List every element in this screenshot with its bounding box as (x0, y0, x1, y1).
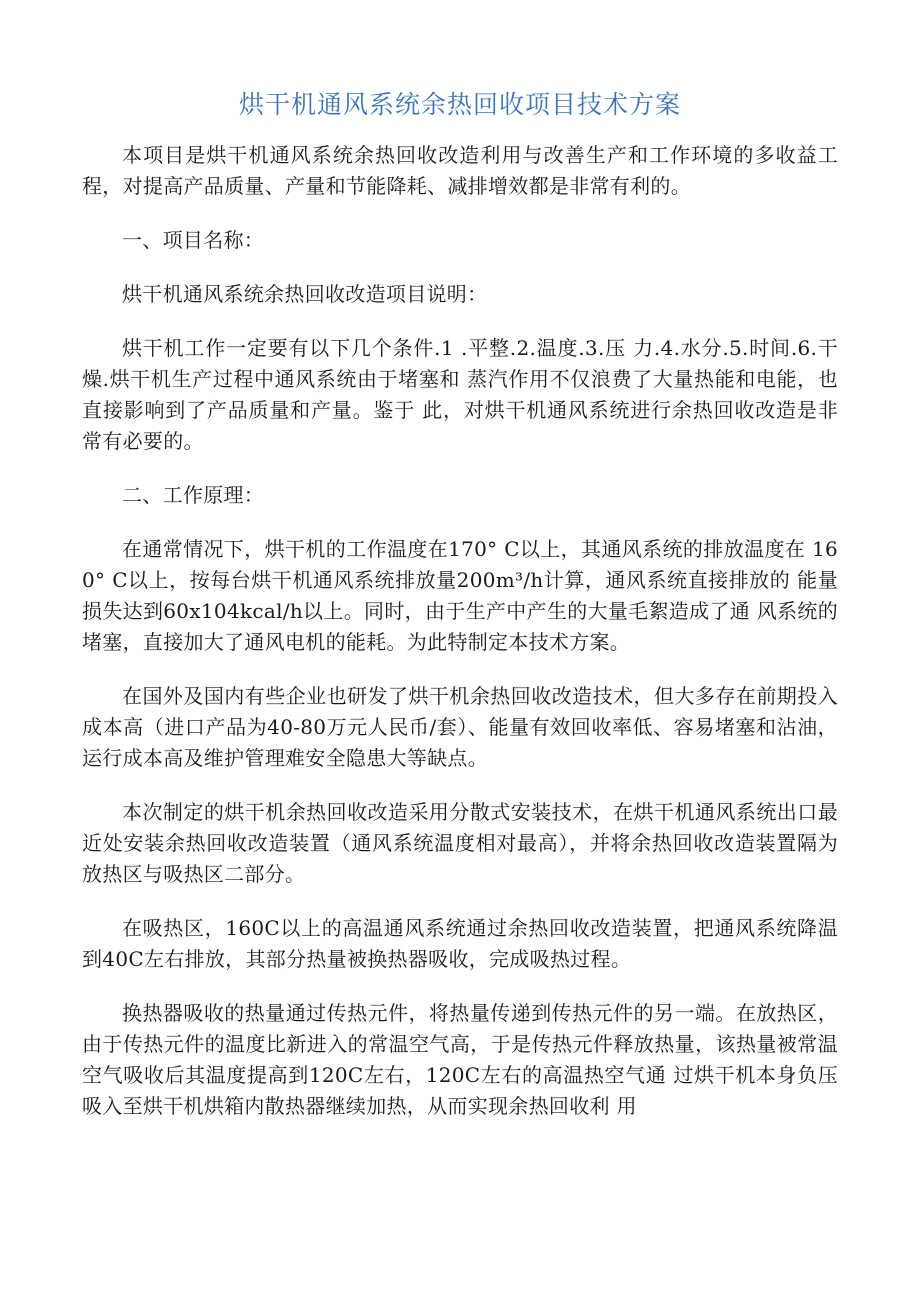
paragraph-installation-method: 本次制定的烘干机余热回收改造采用分散式安装技术，在烘干机通风系统出口最近处安装余热回收改造装置（通风系统温度相对最高），并将余热回收改造装置隔为放热区与吸热区二部分。 (82, 800, 838, 886)
paragraph-heat-absorption-zone: 在吸热区，160C以上的高温通风系统通过余热回收改造装置，把通风系统降温到40C左右排放，其部分热量被换热器吸收，完成吸热过程。 (82, 916, 838, 971)
paragraph-intro: 本项目是烘干机通风系统余热回收改造利用与改善生产和工作环境的多收益工程，对提高产品质量、产量和节能降耗、减排增效都是非常有利的。 (82, 143, 838, 198)
paragraph-temperature-loss: 在通常情况下，烘干机的工作温度在170° C以上，其通风系统的排放温度在 160° C以上，按每台烘干机通风系统排放量200m³/h计算，通风系统直接排放的 能量损失达到60x104kcal/h以上。同时，由于生产中产生的大量毛絮造成了通 风系统的堵塞，直接加大了通风电机的能耗。为此特制定本技术方案。 (82, 537, 838, 654)
document-title: 烘干机通风系统余热回收项目技术方案 (238, 90, 681, 119)
paragraph-heat-release-zone: 换热器吸收的热量通过传热元件，将热量传递到传热元件的另一端。在放热区，由于传热元件的温度比新进入的常温空气高，于是传热元件释放热量，该热量被常温空气吸收后其温度提高到120C左右，120C左右的高温热空气通 过烘干机本身负压吸入至烘干机烘箱内散热器继续加热，从而实现余热回收利 用 (82, 1001, 838, 1118)
paragraph-dryer-conditions: 烘干机工作一定要有以下几个条件.1 .平整.2.温度.3.压 力.4.水分.5.时间.6.干燥.烘干机生产过程中通风系统由于堵塞和 蒸汽作用不仅浪费了大量热能和电能，也直接影响到了产品质量和产量。鉴于 此，对烘干机通风系统进行余热回收改造是非常有必要的。 (82, 336, 838, 453)
heading-project-name: 一、项目名称： (122, 228, 265, 252)
paragraph-project-description-label: 烘干机通风系统余热回收改造项目说明： (122, 282, 488, 306)
paragraph-existing-technology: 在国外及国内有些企业也研发了烘干机余热回收改造技术，但大多存在前期投入成本高（进口产品为40-80万元人民币/套）、能量有效回收率低、容易堵塞和沾油，运行成本高及维护管理难安全隐患大等缺点。 (82, 684, 838, 770)
heading-working-principle: 二、工作原理： (122, 483, 265, 507)
